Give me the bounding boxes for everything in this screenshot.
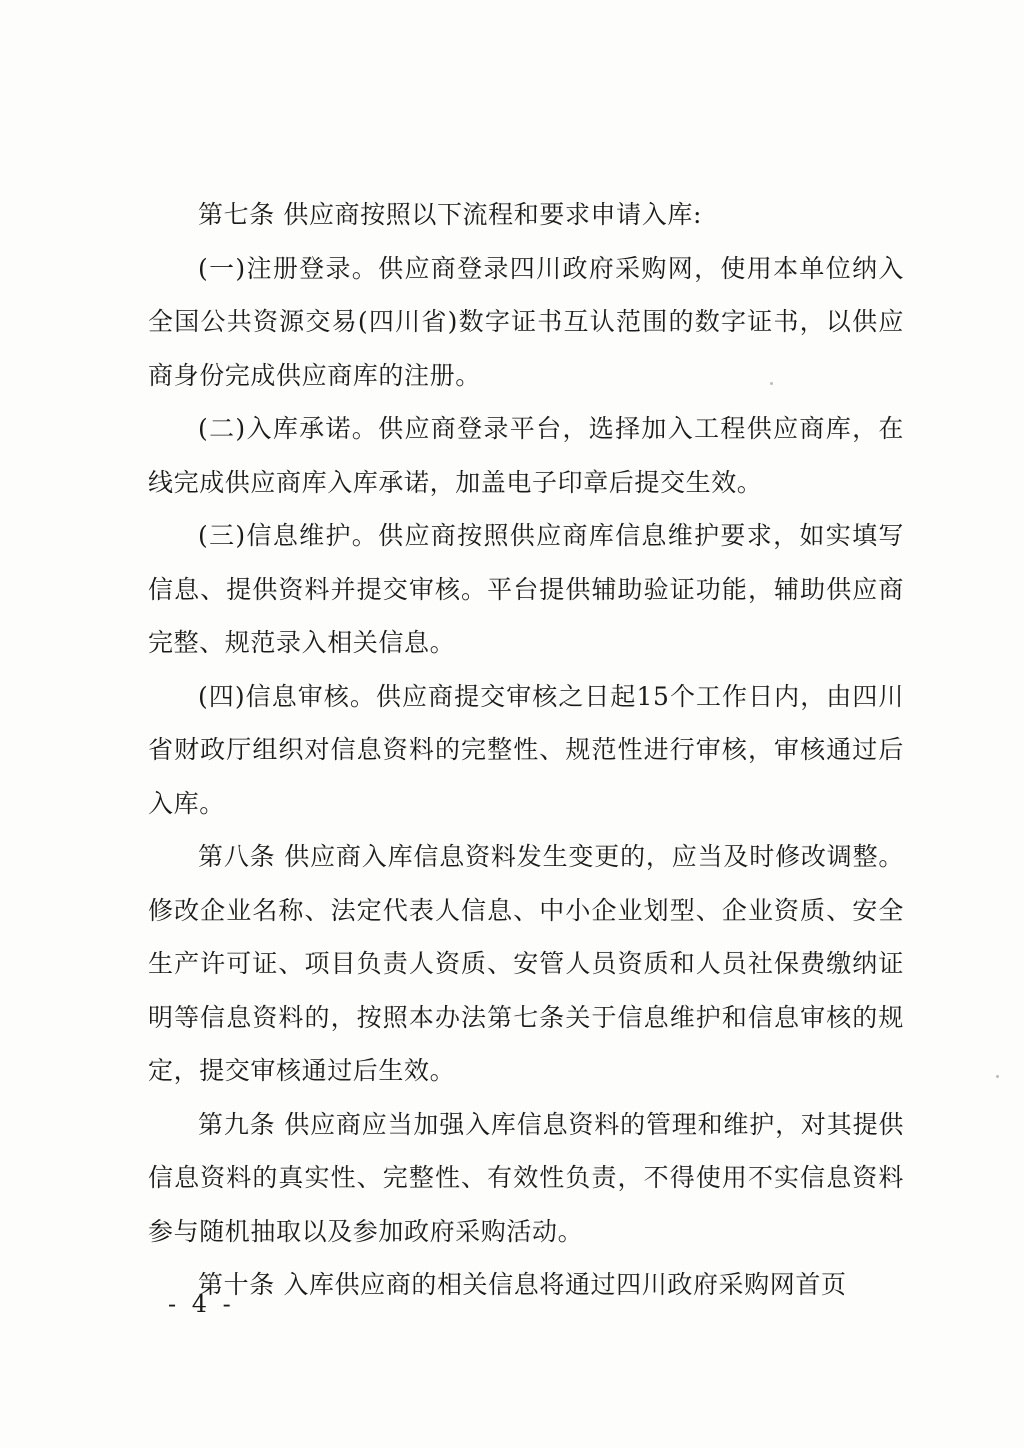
page-number: - 4 - (168, 1290, 235, 1318)
paragraph-article-8: 第八条 供应商入库信息资料发生变更的，应当及时修改调整。修改企业名称、法定代表人信息、中小企业划型、企业资质、安全生产许可证、项目负责人资质、安管人员资质和人员社保费缴纳证明等信息资料的，按照本办法第七条关于信息维护和信息审核的规定，提交审核通过后生效。 (148, 842, 904, 1085)
paragraph-item-4-review: (四)信息审核。供应商提交审核之日起15个工作日内，由四川省财政厅组织对信息资料的完整性、规范性进行审核，审核通过后入库。 (148, 681, 904, 818)
paragraph-item-1-registration: (一)注册登录。供应商登录四川政府采购网，使用本单位纳入全国公共资源交易(四川省)数字证书互认范围的数字证书，以供应商身份完成供应商库的注册。 (148, 253, 904, 390)
document-body (148, 188, 904, 1312)
paragraph-article-7: 第七条 供应商按照以下流程和要求申请入库: (198, 200, 702, 229)
paragraph-article-9: 第九条 供应商应当加强入库信息资料的管理和维护，对其提供信息资料的真实性、完整性、有效性负责，不得使用不实信息资料参与随机抽取以及参加政府采购活动。 (148, 1109, 904, 1246)
scan-speck (996, 1075, 999, 1078)
paragraph-item-2-commitment: (二)入库承诺。供应商登录平台，选择加入工程供应商库，在线完成供应商库入库承诺，加盖电子印章后提交生效。 (148, 414, 904, 497)
scan-speck (770, 382, 773, 385)
paragraph-article-10: 第十条 入库供应商的相关信息将通过四川政府采购网首页 (198, 1270, 847, 1299)
paragraph-item-3-maintenance: (三)信息维护。供应商按照供应商库信息维护要求，如实填写信息、提供资料并提交审核。平台提供辅助验证功能，辅助供应商完整、规范录入相关信息。 (148, 521, 904, 657)
